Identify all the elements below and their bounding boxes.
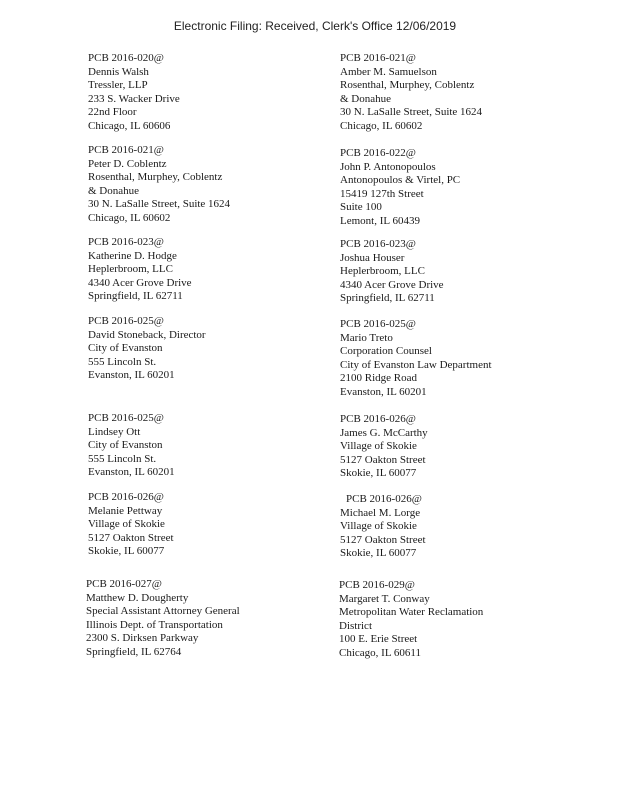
city-state-zip: Skokie, IL 60077 — [88, 545, 165, 557]
name: John P. Antonopoulos — [340, 160, 436, 173]
address: 5127 Oakton Street — [340, 453, 426, 466]
name: Michael M. Lorge — [340, 506, 421, 519]
firm: Village of Skokie — [340, 520, 417, 532]
address: 5127 Oakton Street — [340, 533, 426, 546]
firm: Tressler, LLP — [88, 79, 148, 91]
name: Dennis Walsh — [88, 65, 149, 78]
pcb-number: PCB 2016-029@ — [339, 579, 415, 591]
firm: Heplerbroom, LLC — [88, 263, 173, 275]
firm: City of Evanston — [88, 439, 163, 451]
pcb-number: PCB 2016-021@ — [88, 144, 164, 156]
service-entry — [340, 493, 426, 561]
firm: Antonopoulos & Virtel, PC — [340, 174, 461, 186]
city-state-zip: Chicago, IL 60606 — [88, 119, 171, 132]
address: 4340 Acer Grove Drive — [88, 276, 192, 289]
service-entry — [88, 412, 175, 480]
address: 5127 Oakton Street — [88, 531, 174, 544]
name: Joshua Houser — [340, 251, 405, 264]
city-state-zip: Springfield, IL 62764 — [86, 645, 182, 658]
name: James G. McCarthy — [340, 426, 428, 439]
address: 2100 Ridge Road — [340, 372, 417, 384]
service-entry — [88, 491, 174, 559]
address: 100 E. Erie Street — [339, 633, 418, 645]
name: Peter D. Coblentz — [88, 157, 167, 170]
pcb-number: PCB 2016-025@ — [88, 412, 164, 424]
firm: & Donahue — [340, 92, 392, 105]
city-state-zip: Springfield, IL 62711 — [88, 290, 183, 302]
service-entry — [86, 578, 240, 659]
city-state-zip: Chicago, IL 60611 — [339, 646, 421, 659]
name: Melanie Pettway — [88, 504, 163, 517]
service-entry — [88, 144, 230, 225]
firm: District — [339, 619, 372, 632]
pcb-number: PCB 2016-027@ — [86, 578, 162, 590]
service-entry — [340, 413, 428, 481]
name: Margaret T. Conway — [339, 592, 430, 605]
city-state-zip: Skokie, IL 60077 — [340, 467, 417, 479]
address: 15419 127th Street — [340, 187, 424, 200]
city-state-zip: Evanston, IL 60201 — [88, 369, 175, 381]
pcb-number: PCB 2016-025@ — [340, 318, 416, 330]
pcb-number: PCB 2016-022@ — [340, 147, 416, 159]
city-state-zip: Chicago, IL 60602 — [88, 211, 171, 224]
city-state-zip: Evanston, IL 60201 — [340, 385, 427, 398]
city-state-zip: Skokie, IL 60077 — [340, 547, 417, 559]
name: David Stoneback, Director — [88, 328, 206, 341]
name: Matthew D. Dougherty — [86, 591, 189, 604]
firm: Village of Skokie — [88, 518, 165, 530]
name: Amber M. Samuelson — [340, 65, 437, 78]
address: 4340 Acer Grove Drive — [340, 278, 444, 291]
pcb-number: PCB 2016-021@ — [340, 52, 416, 64]
name: Mario Treto — [340, 331, 393, 344]
title: Corporation Counsel — [340, 345, 432, 357]
pcb-number: PCB 2016-026@ — [346, 493, 422, 505]
service-entry — [340, 238, 444, 306]
address: 30 N. LaSalle Street, Suite 1624 — [340, 106, 483, 118]
firm: Rosenthal, Murphey, Coblentz — [88, 171, 223, 183]
pcb-number: PCB 2016-025@ — [88, 315, 164, 327]
address: 555 Lincoln St. — [88, 355, 157, 368]
firm: City of Evanston — [88, 342, 163, 354]
name: Lindsey Ott — [88, 425, 141, 438]
address: 22nd Floor — [88, 106, 137, 118]
firm: & Donahue — [88, 184, 140, 197]
firm: City of Evanston Law Department — [340, 358, 492, 371]
city-state-zip: Chicago, IL 60602 — [340, 119, 423, 132]
service-entry — [340, 318, 492, 399]
pcb-number: PCB 2016-020@ — [88, 52, 164, 64]
filing-stamp-header: Electronic Filing: Received, Clerk's Office 12/06/2019 — [173, 19, 457, 33]
service-entry — [88, 236, 192, 304]
service-entry — [340, 147, 460, 228]
city-state-zip: Lemont, IL 60439 — [340, 214, 420, 227]
pcb-number: PCB 2016-026@ — [88, 491, 164, 503]
pcb-number: PCB 2016-026@ — [340, 413, 416, 425]
service-entry — [88, 52, 180, 133]
firm: Illinois Dept. of Transportation — [86, 618, 223, 631]
address: 30 N. LaSalle Street, Suite 1624 — [88, 198, 231, 210]
service-entry — [88, 315, 206, 383]
firm: Rosenthal, Murphey, Coblentz — [340, 79, 475, 91]
name: Katherine D. Hodge — [88, 249, 177, 262]
address: 2300 S. Dirksen Parkway — [86, 632, 199, 644]
city-state-zip: Evanston, IL 60201 — [88, 466, 175, 478]
firm: Village of Skokie — [340, 440, 417, 452]
pcb-number: PCB 2016-023@ — [340, 238, 416, 250]
pcb-number: PCB 2016-023@ — [88, 236, 164, 248]
address: 555 Lincoln St. — [88, 452, 157, 465]
address: Suite 100 — [340, 201, 382, 213]
city-state-zip: Springfield, IL 62711 — [340, 292, 435, 304]
firm: Metropolitan Water Reclamation — [339, 606, 484, 618]
service-entry — [340, 52, 482, 133]
address: 233 S. Wacker Drive — [88, 92, 180, 105]
service-entry — [339, 579, 483, 660]
title: Special Assistant Attorney General — [86, 605, 240, 617]
firm: Heplerbroom, LLC — [340, 265, 425, 277]
